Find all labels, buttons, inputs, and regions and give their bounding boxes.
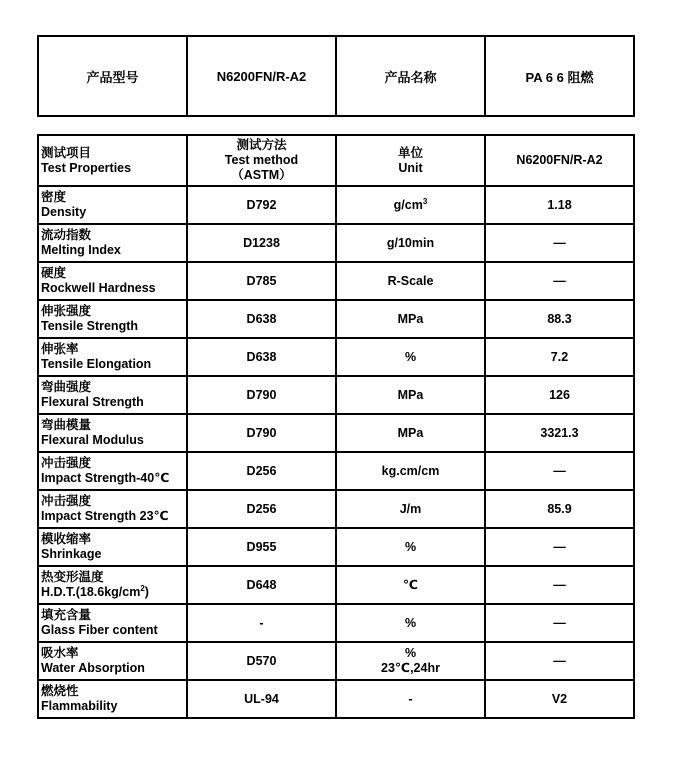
property-name-en-tail: ) bbox=[144, 585, 149, 599]
test-method-cell: D638 bbox=[187, 338, 336, 376]
property-name-cn: 热变形温度 bbox=[41, 570, 104, 584]
unit-cell bbox=[336, 604, 485, 642]
unit-text: % bbox=[404, 615, 417, 630]
unit-line-1 bbox=[337, 616, 484, 631]
unit-text: J/m bbox=[399, 501, 422, 516]
property-name-en bbox=[41, 699, 186, 714]
value-cell: — bbox=[485, 642, 634, 680]
property-name-en bbox=[41, 471, 186, 486]
unit-text: - bbox=[408, 691, 413, 706]
model-label: 产品型号 bbox=[38, 36, 187, 116]
property-name-en-text: Impact Strength-40℃ bbox=[41, 471, 170, 485]
property-name-cell bbox=[38, 186, 187, 224]
property-name-cell bbox=[38, 566, 187, 604]
test-method-cell: D790 bbox=[187, 376, 336, 414]
property-name-en bbox=[41, 509, 186, 524]
property-name-en-text: Tensile Elongation bbox=[41, 357, 152, 371]
table-row bbox=[38, 680, 634, 718]
property-name-cell bbox=[38, 338, 187, 376]
name-value: PA 6 6 阻燃 bbox=[485, 36, 634, 116]
property-name-cn: 弯曲模量 bbox=[41, 418, 92, 432]
value-cell: — bbox=[485, 566, 634, 604]
unit-line-1 bbox=[337, 350, 484, 365]
property-name-en bbox=[41, 319, 186, 334]
product-header-table bbox=[37, 35, 635, 117]
unit-line-1 bbox=[337, 426, 484, 441]
unit-text: g/cm bbox=[393, 197, 423, 212]
property-name-en-sup: 2 bbox=[140, 583, 145, 593]
property-name-cn: 伸张强度 bbox=[41, 304, 92, 318]
property-name-en bbox=[41, 661, 186, 676]
property-name-cn: 冲击强度 bbox=[41, 456, 92, 470]
value-cell: 3321.3 bbox=[485, 414, 634, 452]
unit-line-1 bbox=[337, 692, 484, 707]
unit-sup: 3 bbox=[422, 196, 428, 206]
table-row bbox=[38, 262, 634, 300]
property-name-en bbox=[41, 433, 186, 448]
value-cell: 1.18 bbox=[485, 186, 634, 224]
test-method-cell: D955 bbox=[187, 528, 336, 566]
unit-cell bbox=[336, 376, 485, 414]
property-name-cn: 燃烧性 bbox=[41, 684, 79, 698]
table-row bbox=[38, 452, 634, 490]
unit-cell bbox=[336, 490, 485, 528]
property-name-cell bbox=[38, 224, 187, 262]
unit-cell bbox=[336, 566, 485, 604]
value-cell: 85.9 bbox=[485, 490, 634, 528]
table-row bbox=[38, 376, 634, 414]
property-name-en-text: Glass Fiber content bbox=[41, 623, 158, 637]
property-name-cell bbox=[38, 490, 187, 528]
property-name-cell bbox=[38, 414, 187, 452]
table-row bbox=[38, 186, 634, 224]
col-header-properties-en: Test Properties bbox=[41, 160, 132, 175]
property-name-en-text: Flexural Strength bbox=[41, 395, 144, 409]
property-name-cell bbox=[38, 680, 187, 718]
value-cell: — bbox=[485, 452, 634, 490]
value-cell: 126 bbox=[485, 376, 634, 414]
test-method-cell: D1238 bbox=[187, 224, 336, 262]
test-method-cell: D790 bbox=[187, 414, 336, 452]
property-name-cn: 模收缩率 bbox=[41, 532, 92, 546]
col-header-properties bbox=[38, 135, 187, 186]
value-cell: — bbox=[485, 224, 634, 262]
unit-text: % bbox=[404, 539, 417, 554]
unit-line-1 bbox=[337, 312, 484, 327]
property-name-en bbox=[41, 623, 186, 638]
property-name-en-text: Impact Strength 23℃ bbox=[41, 509, 169, 523]
property-name-cn: 伸张率 bbox=[41, 342, 79, 356]
property-name-en-text: Water Absorption bbox=[41, 661, 145, 675]
unit-line-2: 23℃,24hr bbox=[381, 661, 440, 675]
property-name-en bbox=[41, 547, 186, 562]
property-name-cell bbox=[38, 300, 187, 338]
col-header-unit bbox=[336, 135, 485, 186]
property-name-en bbox=[41, 281, 186, 296]
unit-text: R-Scale bbox=[387, 273, 434, 288]
unit-cell bbox=[336, 186, 485, 224]
property-name-en-text: Melting Index bbox=[41, 243, 121, 257]
unit-text: ℃ bbox=[402, 577, 419, 592]
test-method-cell: D256 bbox=[187, 452, 336, 490]
unit-cell bbox=[336, 262, 485, 300]
unit-cell bbox=[336, 224, 485, 262]
property-name-cn: 填充含量 bbox=[41, 608, 92, 622]
test-method-cell: D785 bbox=[187, 262, 336, 300]
test-method-cell: D570 bbox=[187, 642, 336, 680]
table-row bbox=[38, 414, 634, 452]
col-header-method-cn: 测试方法 bbox=[236, 138, 287, 152]
properties-table-body bbox=[38, 135, 634, 718]
property-name-cell bbox=[38, 604, 187, 642]
unit-text: g/10min bbox=[386, 235, 435, 250]
property-name-en bbox=[41, 243, 186, 258]
property-name-cn: 吸水率 bbox=[41, 646, 79, 660]
value-cell: 7.2 bbox=[485, 338, 634, 376]
name-label: 产品名称 bbox=[336, 36, 485, 116]
test-method-cell: D638 bbox=[187, 300, 336, 338]
property-name-cn: 冲击强度 bbox=[41, 494, 92, 508]
value-cell: 88.3 bbox=[485, 300, 634, 338]
property-name-en-text: Tensile Strength bbox=[41, 319, 139, 333]
test-method-cell: UL-94 bbox=[187, 680, 336, 718]
unit-line-1 bbox=[337, 502, 484, 517]
property-name-cell bbox=[38, 376, 187, 414]
col-header-unit-cn: 单位 bbox=[397, 145, 423, 160]
property-name-en-text: Flexural Modulus bbox=[41, 433, 144, 447]
col-header-unit-en: Unit bbox=[398, 160, 423, 175]
unit-cell bbox=[336, 300, 485, 338]
property-name-en-text: H.D.T.(18.6kg/cm bbox=[41, 585, 141, 599]
value-cell: — bbox=[485, 604, 634, 642]
col-header-method bbox=[187, 135, 336, 186]
header-row bbox=[38, 36, 634, 116]
property-name-en-text: Shrinkage bbox=[41, 547, 102, 561]
unit-cell bbox=[336, 680, 485, 718]
table-header-row bbox=[38, 135, 634, 186]
table-row bbox=[38, 642, 634, 680]
property-name-en bbox=[41, 395, 186, 410]
unit-cell bbox=[336, 642, 485, 680]
property-name-en bbox=[41, 585, 186, 600]
unit-text: % bbox=[404, 349, 417, 364]
unit-text: MPa bbox=[397, 311, 424, 326]
col-header-properties-cn: 测试项目 bbox=[41, 145, 92, 160]
table-row bbox=[38, 528, 634, 566]
unit-line-1 bbox=[337, 236, 484, 251]
unit-line-1 bbox=[337, 540, 484, 555]
unit-line-1 bbox=[337, 198, 484, 213]
col-header-method-sub: （ASTM） bbox=[231, 168, 292, 182]
unit-line-1 bbox=[337, 464, 484, 479]
test-method-cell: - bbox=[187, 604, 336, 642]
table-row bbox=[38, 300, 634, 338]
property-name-cell bbox=[38, 262, 187, 300]
col-header-grade: N6200FN/R-A2 bbox=[485, 135, 634, 186]
unit-cell bbox=[336, 528, 485, 566]
table-row bbox=[38, 604, 634, 642]
unit-line-1 bbox=[337, 388, 484, 403]
property-name-cell bbox=[38, 452, 187, 490]
unit-line-1 bbox=[337, 274, 484, 289]
property-name-en-text: Density bbox=[41, 205, 87, 219]
table-row bbox=[38, 224, 634, 262]
test-method-cell: D648 bbox=[187, 566, 336, 604]
unit-text: kg.cm/cm bbox=[381, 463, 440, 478]
col-header-method-en: Test method bbox=[224, 153, 299, 167]
property-name-cn: 弯曲强度 bbox=[41, 380, 92, 394]
test-method-cell: D792 bbox=[187, 186, 336, 224]
value-cell: V2 bbox=[485, 680, 634, 718]
unit-text: MPa bbox=[397, 425, 424, 440]
unit-text: MPa bbox=[397, 387, 424, 402]
property-name-en bbox=[41, 357, 186, 372]
property-name-en bbox=[41, 205, 186, 220]
test-method-cell: D256 bbox=[187, 490, 336, 528]
property-name-cn: 硬度 bbox=[41, 266, 67, 280]
unit-cell bbox=[336, 414, 485, 452]
unit-line-1 bbox=[337, 646, 484, 661]
property-name-en-text: Flammability bbox=[41, 699, 118, 713]
model-value: N6200FN/R-A2 bbox=[187, 36, 336, 116]
property-name-cn: 密度 bbox=[41, 190, 67, 204]
table-row bbox=[38, 566, 634, 604]
table-row bbox=[38, 490, 634, 528]
unit-cell bbox=[336, 338, 485, 376]
property-name-en-text: Rockwell Hardness bbox=[41, 281, 156, 295]
unit-text: % bbox=[404, 646, 417, 660]
property-name-cell bbox=[38, 642, 187, 680]
value-cell: — bbox=[485, 262, 634, 300]
properties-table bbox=[37, 134, 635, 719]
table-row bbox=[38, 338, 634, 376]
unit-cell bbox=[336, 452, 485, 490]
value-cell: — bbox=[485, 528, 634, 566]
property-name-cell bbox=[38, 528, 187, 566]
property-name-cn: 流动指数 bbox=[41, 228, 92, 242]
unit-line-1 bbox=[337, 578, 484, 593]
